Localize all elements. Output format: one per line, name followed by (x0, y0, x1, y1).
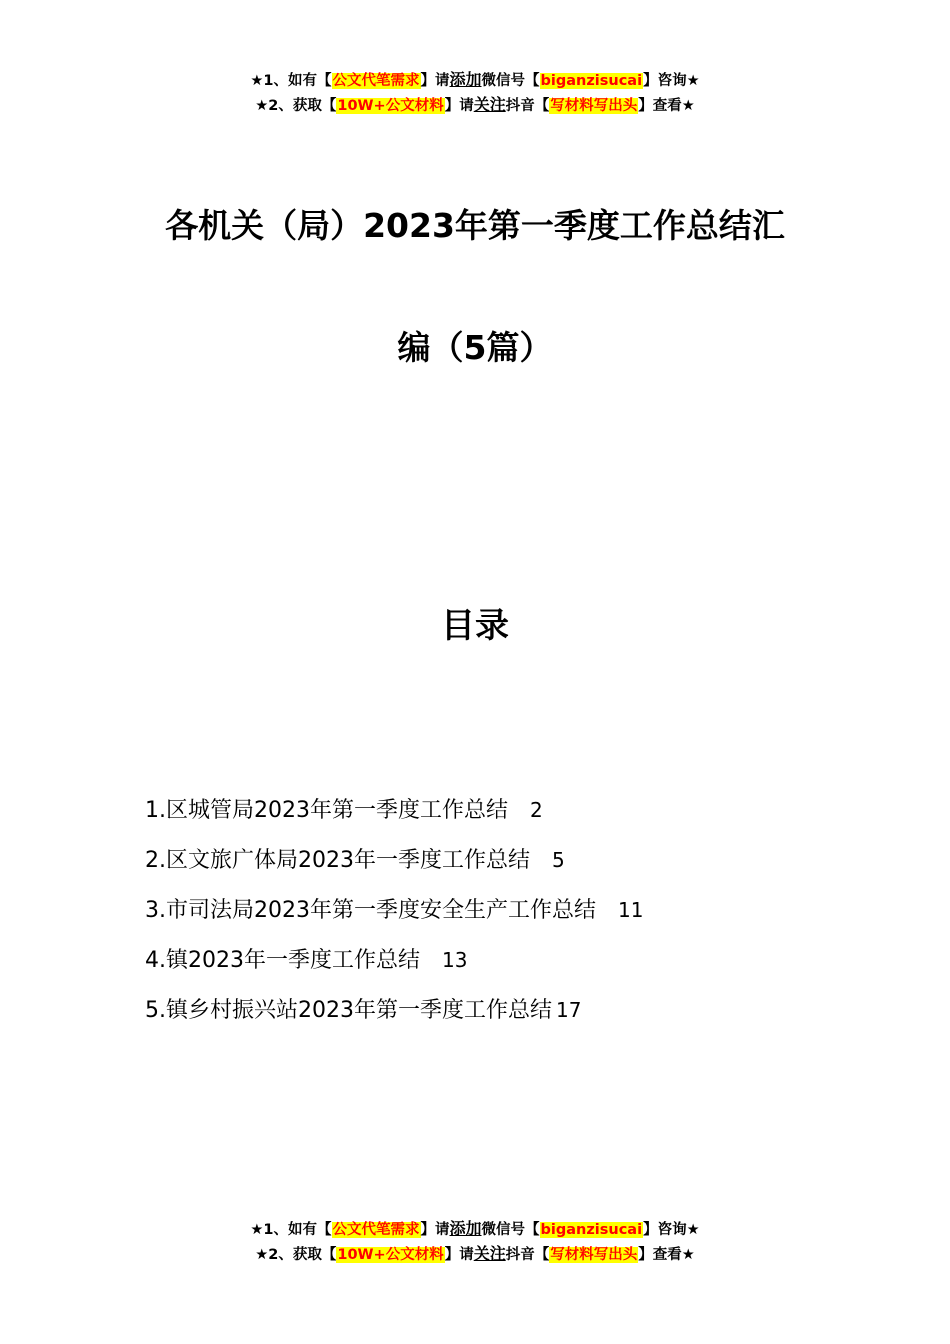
notice-text: 微信号【 (481, 1222, 540, 1238)
notice-text: 】请 (444, 98, 474, 114)
highlight-materials: 10W+公文材料 (337, 1247, 444, 1263)
toc-entry-page: 5 (551, 848, 565, 872)
notice-text: 】请 (420, 73, 450, 89)
highlight-douyin-id: 写材料写出头 (550, 98, 638, 114)
notice-text: 】查看★ (638, 98, 695, 114)
underlined-keyword: 关注 (473, 95, 506, 114)
notice-text: 微信号【 (481, 73, 540, 89)
highlight-service: 公文代笔需求 (332, 1222, 420, 1238)
underlined-keyword: 添加 (449, 1219, 482, 1238)
document-title-line-2: 编（5篇） (397, 328, 553, 367)
notice-text: ★2、获取【 (255, 98, 337, 114)
toc-entry-label: 3.市司法局2023年第一季度安全生产工作总结 (145, 898, 596, 923)
notice-text: 】咨询★ (643, 73, 700, 89)
notice-line-2 (0, 93, 950, 118)
notice-line-2 (0, 1242, 950, 1267)
highlight-service: 公文代笔需求 (332, 73, 420, 89)
notice-line-1 (0, 1217, 950, 1242)
toc-entry-page: 13 (441, 948, 468, 972)
header-notice (0, 68, 950, 118)
notice-text: ★1、如有【 (250, 73, 332, 89)
toc-entry-page: 17 (555, 998, 582, 1022)
toc-entry-label: 2.区文旅广体局2023年一季度工作总结 (145, 848, 530, 873)
underlined-keyword: 关注 (473, 1244, 506, 1263)
highlight-materials: 10W+公文材料 (337, 98, 444, 114)
notice-text: 抖音【 (505, 98, 550, 114)
notice-text: 】请 (444, 1247, 474, 1263)
toc-heading: 目录 (441, 606, 509, 646)
toc-entry[interactable] (145, 840, 845, 890)
highlight-douyin-id: 写材料写出头 (550, 1247, 638, 1263)
notice-text: 抖音【 (505, 1247, 550, 1263)
toc-entry-page: 11 (617, 898, 644, 922)
document-title-line-1: 各机关（局）2023年第一季度工作总结汇 (165, 206, 785, 245)
table-of-contents (145, 790, 845, 1040)
toc-entry-label: 4.镇2023年一季度工作总结 (145, 948, 420, 973)
toc-entry[interactable] (145, 790, 845, 840)
notice-text: 】咨询★ (643, 1222, 700, 1238)
toc-entry-label: 1.区城管局2023年第一季度工作总结 (145, 798, 508, 823)
toc-entry-page: 2 (529, 798, 543, 822)
highlight-wechat-id: biganzisucai (540, 73, 643, 89)
toc-entry[interactable] (145, 940, 845, 990)
highlight-wechat-id: biganzisucai (540, 1222, 643, 1238)
notice-text: ★1、如有【 (250, 1222, 332, 1238)
notice-text: ★2、获取【 (255, 1247, 337, 1263)
footer-notice (0, 1217, 950, 1267)
underlined-keyword: 添加 (449, 70, 482, 89)
notice-text: 】查看★ (638, 1247, 695, 1263)
toc-entry-label: 5.镇乡村振兴站2023年第一季度工作总结 (145, 998, 552, 1023)
toc-entry[interactable] (145, 890, 845, 940)
notice-line-1 (0, 68, 950, 93)
notice-text: 】请 (420, 1222, 450, 1238)
toc-entry[interactable] (145, 990, 845, 1040)
